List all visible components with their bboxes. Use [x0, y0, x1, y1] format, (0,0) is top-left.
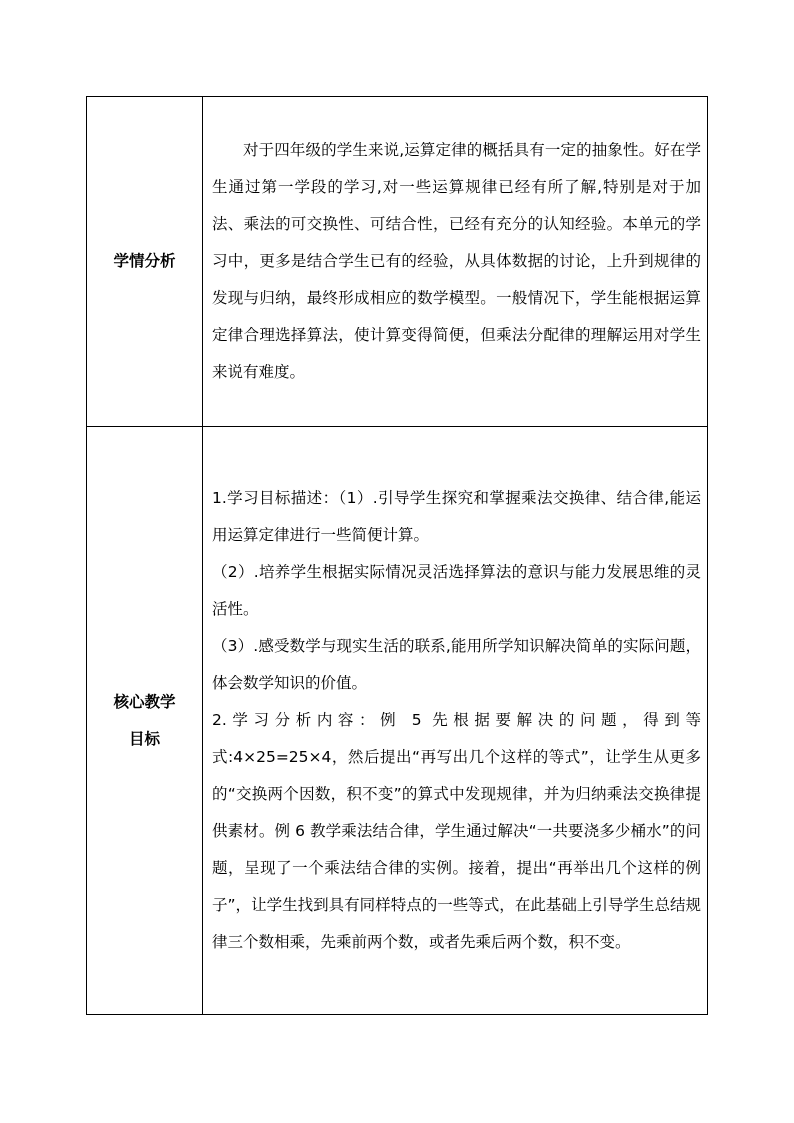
content-paragraph-analysis: 2.学习分析内容：例 5 先根据要解决的问题，得到等式:4×25=25×4，然后提出“再写出几个这样的等式”，让学生从更多的“交换两个因数，积不变”的算式中发现规律，并为归纳乘法交换律提供素材。例 6 教学乘法结合律，学生通过解决“一共要浇多少桶水”的问题，呈现了一个乘法结合律的实例。接着，提出“再举出几个这样的例子”，让学生找到具有同样特点的一些等式，在此基础上引导学生总结规律三个数相乘，先乘前两个数，或者先乘后两个数，积不变。 — [212, 711, 701, 951]
row-label: 学情分析 — [113, 252, 176, 270]
row-label-cell — [87, 427, 203, 1015]
row-content-cell — [203, 427, 708, 1015]
table-row-student-analysis — [87, 97, 708, 427]
content-paragraph-goal-2: （2）.培养学生根据实际情况灵活选择算法的意识与能力发展思维的灵活性。 — [212, 563, 701, 618]
row-content-cell — [203, 97, 708, 427]
lesson-plan-table — [86, 96, 708, 1015]
content-paragraph-goal-1: 1.学习目标描述：（1）.引导学生探究和掌握乘法交换律、结合律,能运用运算定律进行一些简便计算。 — [212, 489, 701, 544]
row-label-line-2: 目标 — [128, 729, 160, 748]
row-label-line-1: 核心教学 — [113, 692, 176, 711]
content-paragraph-goal-3: （3）.感受数学与现实生活的联系,能用所学知识解决简单的实际问题，体会数学知识的价值。 — [212, 637, 701, 692]
table-row-core-goals — [87, 427, 708, 1015]
row-label-cell — [87, 97, 203, 427]
content-paragraph: 对于四年级的学生来说,运算定律的概括具有一定的抽象性。好在学生通过第一学段的学习,对一些运算规律已经有所了解,特别是对于加法、乘法的可交换性、可结合性，已经有充分的认知经验。本单元的学习中，更多是结合学生已有的经验，从具体数据的讨论，上升到规律的发现与归纳，最终形成相应的数学模型。一般情况下，学生能根据运算定律合理选择算法，使计算变得简便，但乘法分配律的理解运用对学生来说有难度。 — [212, 141, 701, 381]
